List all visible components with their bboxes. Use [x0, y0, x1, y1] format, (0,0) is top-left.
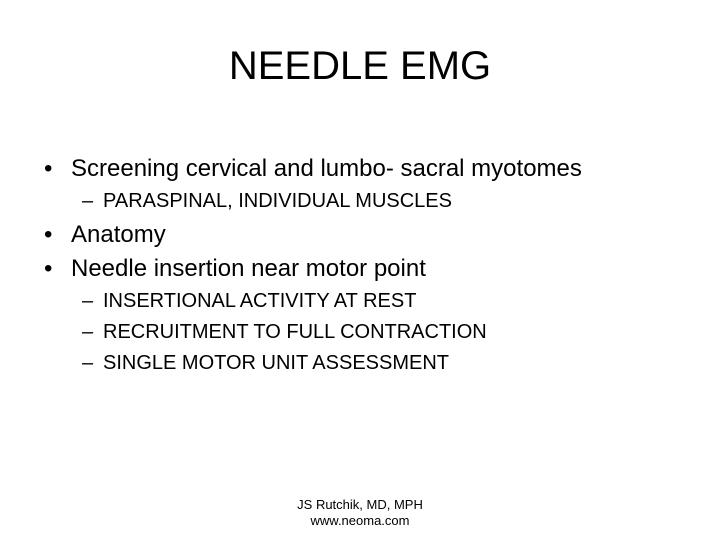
bullet-marker: • — [44, 155, 53, 182]
sub-bullet-item — [44, 186, 704, 217]
slide-footer — [0, 497, 720, 529]
dash-marker: – — [82, 352, 94, 374]
sub-bullet-text: INSERTIONAL ACTIVITY AT REST — [103, 290, 417, 312]
bullet-item — [44, 152, 704, 186]
dash-marker: – — [82, 190, 94, 212]
footer-author: JS Rutchik, MD, MPH — [297, 497, 423, 512]
dash-marker: – — [82, 321, 94, 343]
bullet-text: Needle insertion near motor point — [71, 255, 426, 282]
footer-website: www.neoma.com — [310, 513, 410, 528]
bullet-item — [44, 218, 704, 252]
sub-bullet-text: PARASPINAL, INDIVIDUAL MUSCLES — [103, 190, 452, 212]
sub-bullet-text: SINGLE MOTOR UNIT ASSESSMENT — [103, 352, 449, 374]
bullet-list — [44, 152, 704, 379]
sub-bullet-text: RECRUITMENT TO FULL CONTRACTION — [103, 321, 487, 343]
bullet-text: Anatomy — [71, 221, 166, 248]
bullet-marker: • — [44, 255, 53, 282]
bullet-marker: • — [44, 221, 53, 248]
sub-bullet-item — [44, 348, 704, 379]
bullet-text: Screening cervical and lumbo- sacral myotomes — [71, 155, 582, 182]
dash-marker: – — [82, 290, 94, 312]
bullet-item — [44, 252, 704, 286]
slide-title: NEEDLE EMG — [228, 44, 492, 88]
sub-bullet-item — [44, 317, 704, 348]
sub-bullet-item — [44, 286, 704, 317]
